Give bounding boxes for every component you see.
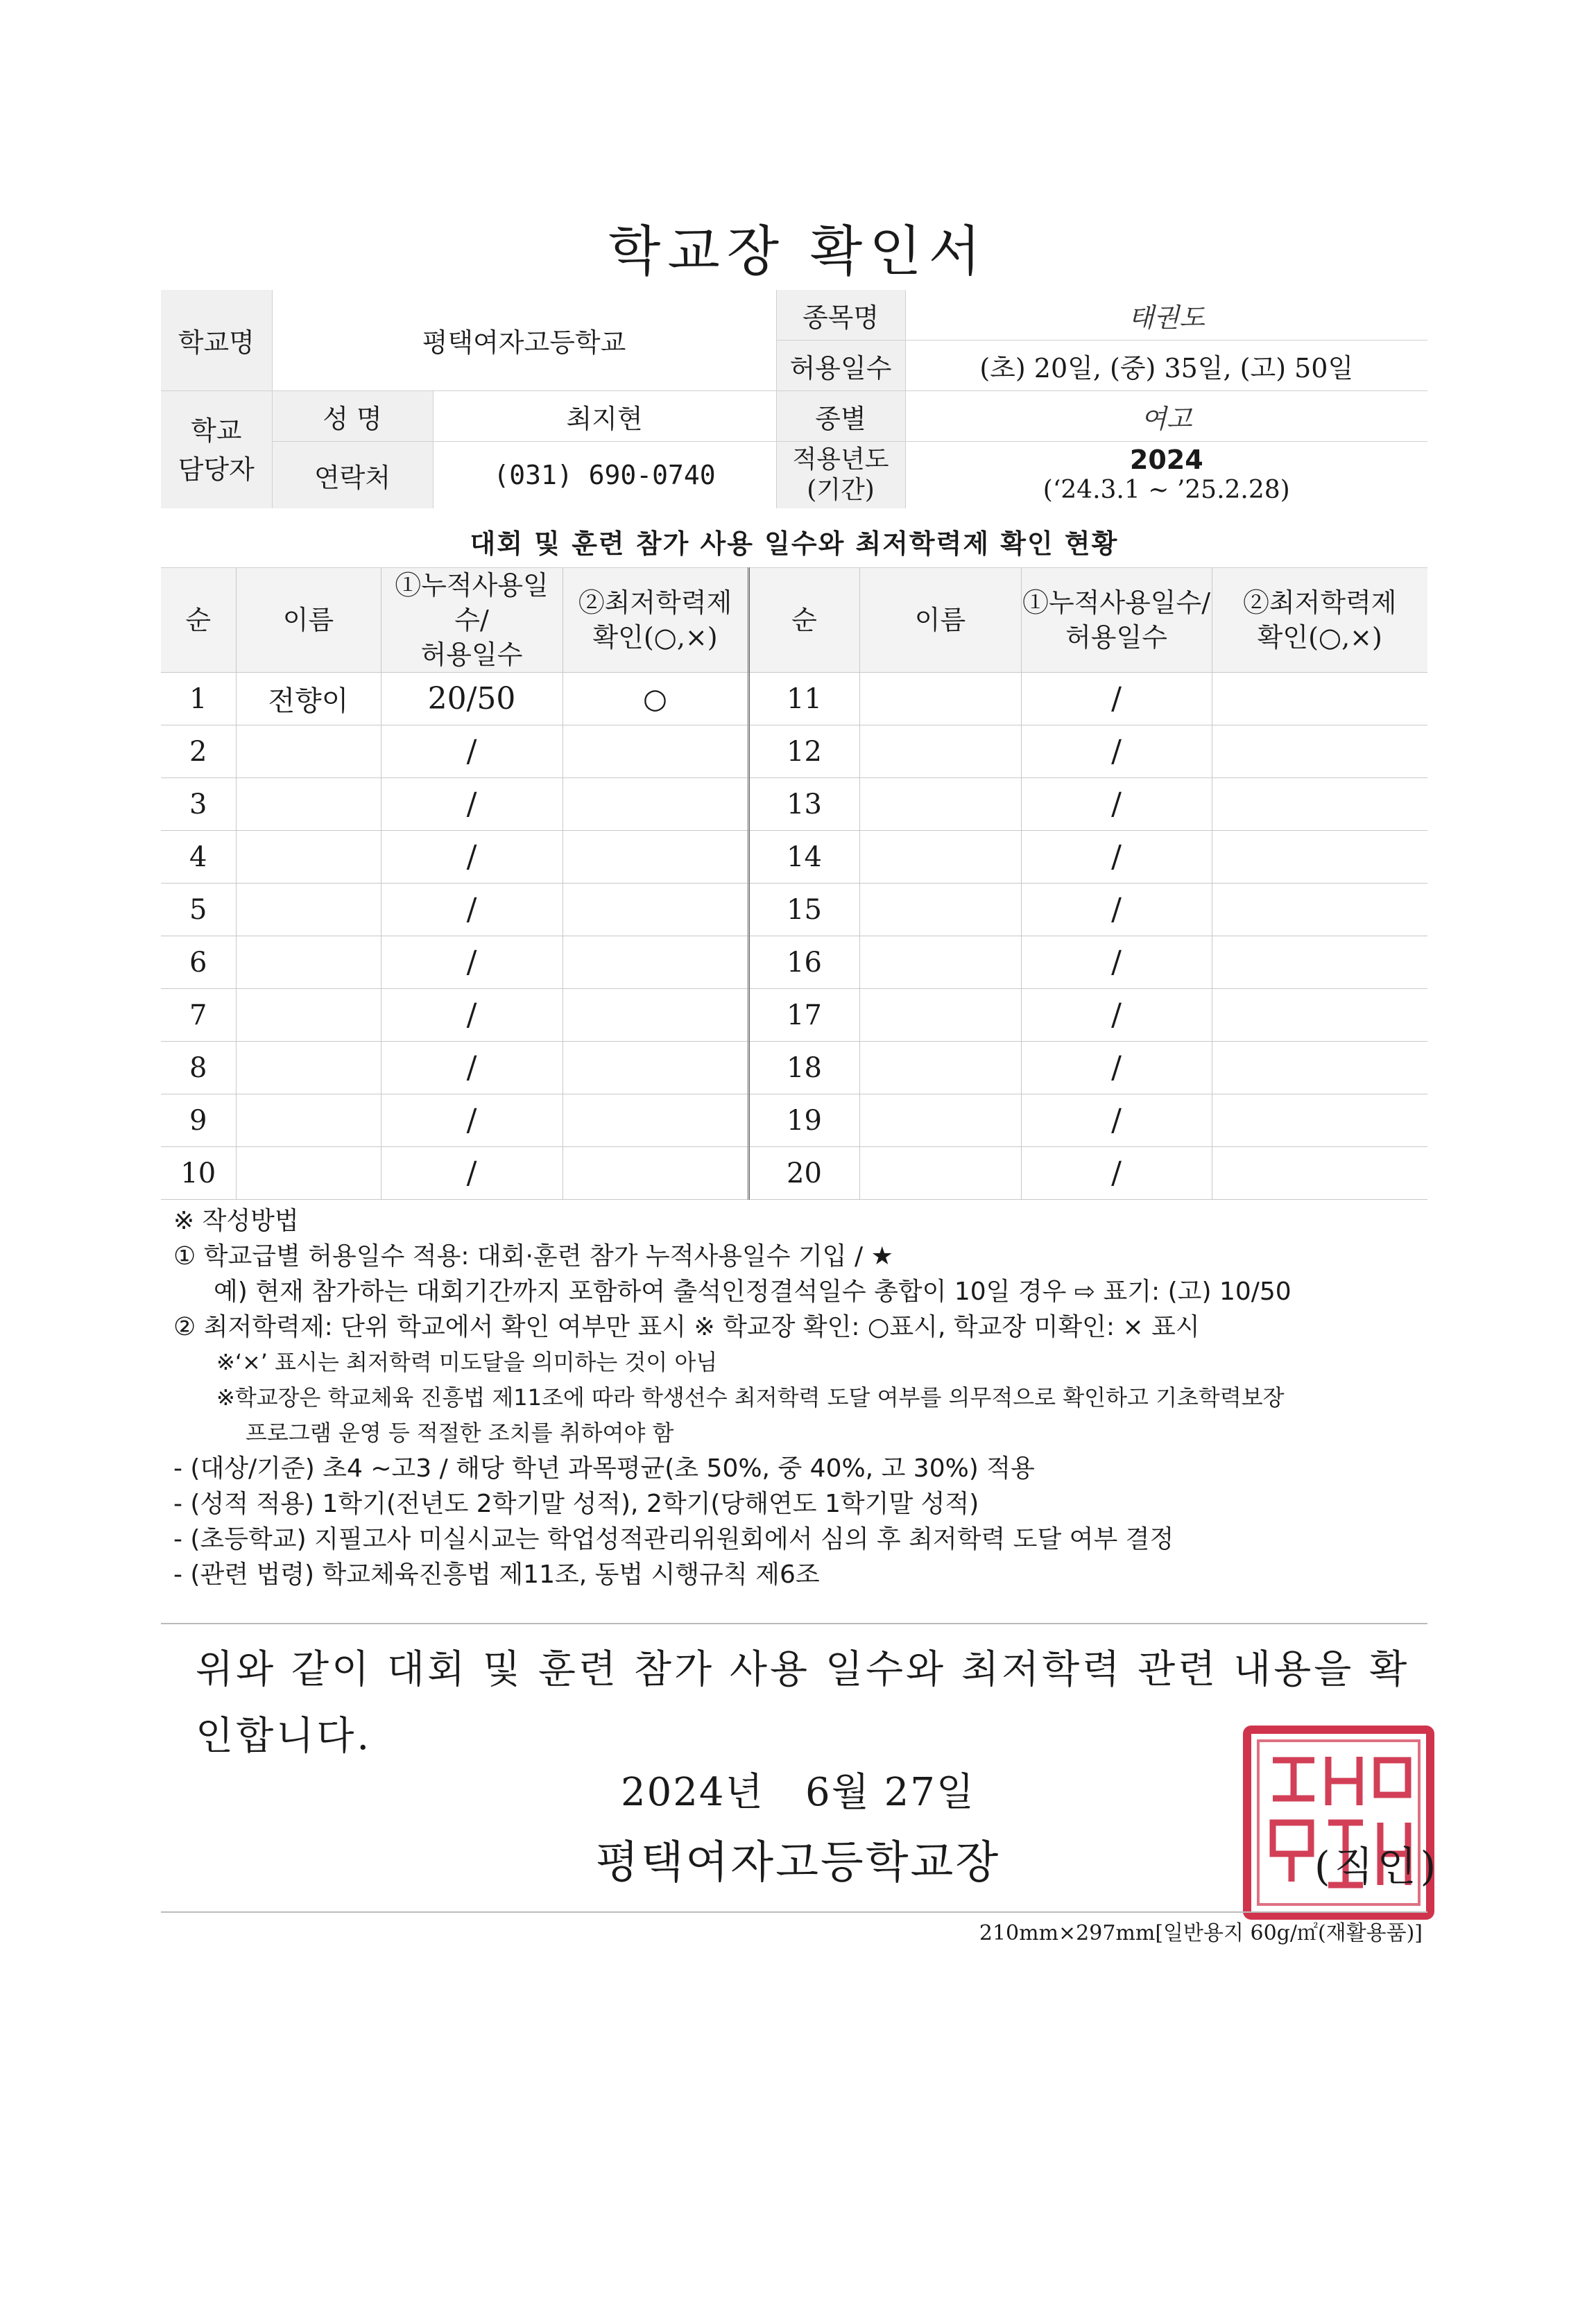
student-name: 전향이 <box>236 673 381 725</box>
academic-check: ○ <box>563 673 748 725</box>
academic-check <box>563 936 748 989</box>
header-academic: ②최저학력제 확인(○,×) <box>1212 568 1427 673</box>
note-item: 예) 현재 참가하는 대회기간까지 포함하여 출석인정결석일수 총합이 10일 경우 ⇨ 표기: (고) 10/50 <box>214 1277 1292 1306</box>
row-number: 10 <box>161 1147 236 1200</box>
student-name <box>859 725 1021 778</box>
table-row <box>161 725 1427 778</box>
student-name <box>859 673 1021 725</box>
header-no: 순 <box>748 568 859 673</box>
academic-check <box>563 1094 748 1147</box>
year-cell <box>905 442 1427 509</box>
used-days: / <box>1021 778 1212 831</box>
year-value: 2024 <box>1129 445 1203 475</box>
notes-heading: ※ 작성방법 <box>173 1207 299 1235</box>
note-item: ※‘×’ 표시는 최저학력 미도달을 의미하는 것이 아님 <box>216 1349 718 1375</box>
issue-date: 2024년 6월 27일 <box>621 1770 975 1815</box>
student-name <box>236 725 381 778</box>
divider <box>161 1623 1427 1624</box>
used-days: / <box>381 884 563 936</box>
row-number: 8 <box>161 1042 236 1094</box>
year-label: 적용년도 (기간) <box>776 442 905 509</box>
used-days: / <box>1021 1094 1212 1147</box>
academic-check <box>563 831 748 884</box>
student-name <box>859 936 1021 989</box>
header-no: 순 <box>161 568 236 673</box>
academic-check <box>1212 1042 1427 1094</box>
contact-label: 연락처 <box>272 442 433 509</box>
category-label: 종별 <box>776 391 905 442</box>
row-number: 9 <box>161 1094 236 1147</box>
row-number: 2 <box>161 725 236 778</box>
row-number: 13 <box>748 778 859 831</box>
used-days: / <box>381 1094 563 1147</box>
row-number: 3 <box>161 778 236 831</box>
student-name <box>236 989 381 1042</box>
used-days: / <box>381 936 563 989</box>
note-item: ② 최저학력제: 단위 학교에서 확인 여부만 표시 ※ 학교장 확인: ○표시, 학교장 미확인: × 표시 <box>173 1313 1200 1341</box>
row-number: 7 <box>161 989 236 1042</box>
row-number: 16 <box>748 936 859 989</box>
academic-check <box>563 1042 748 1094</box>
academic-check <box>1212 778 1427 831</box>
academic-check <box>1212 673 1427 725</box>
document-title: 학교장 확인서 <box>608 221 988 283</box>
staff-label: 학교 담당자 <box>161 391 272 509</box>
header-academic: ②최저학력제 확인(○,×) <box>563 568 748 673</box>
used-days: / <box>1021 673 1212 725</box>
row-number: 11 <box>748 673 859 725</box>
used-days: / <box>1021 989 1212 1042</box>
student-name <box>859 1094 1021 1147</box>
header-used-days: ①누적사용일수/ 허용일수 <box>1021 568 1212 673</box>
used-days: / <box>1021 884 1212 936</box>
contact-value: (031) 690-0740 <box>433 442 776 509</box>
note-item: ※학교장은 학교체육 진흥법 제11조에 따라 학생선수 최저학력 도달 여부를 의무적으로 확인하고 기초학력보장 <box>216 1384 1285 1411</box>
table-row <box>161 936 1427 989</box>
row-number: 20 <box>748 1147 859 1200</box>
academic-check <box>1212 725 1427 778</box>
used-days: / <box>381 989 563 1042</box>
student-name <box>236 884 381 936</box>
student-name <box>859 831 1021 884</box>
student-name <box>236 778 381 831</box>
row-number: 19 <box>748 1094 859 1147</box>
used-days: / <box>1021 936 1212 989</box>
table-row <box>161 1147 1427 1200</box>
table-row <box>161 673 1427 725</box>
category-value: 여고 <box>905 391 1427 442</box>
academic-check <box>1212 1147 1427 1200</box>
header-used-days: ①누적사용일수/ 허용일수 <box>381 568 563 673</box>
academic-check <box>1212 1094 1427 1147</box>
instructions <box>173 1203 1450 1592</box>
row-number: 6 <box>161 936 236 989</box>
row-number: 5 <box>161 884 236 936</box>
person-name-value: 최지현 <box>433 391 776 442</box>
table-row <box>161 884 1427 936</box>
student-name <box>236 1094 381 1147</box>
period-value: (‘24.3.1 ~ ’25.2.28) <box>1042 476 1290 504</box>
used-days: / <box>381 1042 563 1094</box>
table-row <box>161 989 1427 1042</box>
academic-check <box>1212 831 1427 884</box>
used-days: / <box>381 778 563 831</box>
paper-spec: 210mm×297mm[일반용지 60g/㎡(재활용품)] <box>979 1921 1423 1945</box>
used-days: / <box>1021 831 1212 884</box>
principal-name: 평택여자고등학교장 <box>595 1837 1001 1889</box>
sport-label: 종목명 <box>776 290 905 341</box>
note-item: - (초등학교) 지필고사 미실시교는 학업성적관리위원회에서 심의 후 최저학력 도달 여부 결정 <box>173 1525 1174 1554</box>
school-name-value: 평택여자고등학교 <box>272 290 776 391</box>
student-name <box>859 989 1021 1042</box>
participation-table <box>161 567 1427 1200</box>
student-name <box>859 1147 1021 1200</box>
note-item: - (성적 적용) 1학기(전년도 2학기말 성적), 2학기(당해연도 1학기말 성적) <box>173 1490 979 1518</box>
used-days: / <box>381 831 563 884</box>
student-name <box>236 1147 381 1200</box>
used-days: 20/50 <box>381 673 563 725</box>
sport-value: 태권도 <box>905 290 1427 341</box>
academic-check <box>1212 936 1427 989</box>
row-number: 1 <box>161 673 236 725</box>
academic-check <box>563 1147 748 1200</box>
table-row <box>161 831 1427 884</box>
used-days: / <box>381 1147 563 1200</box>
allowed-days-label: 허용일수 <box>776 341 905 391</box>
divider <box>161 1911 1427 1913</box>
student-name <box>859 778 1021 831</box>
student-name <box>859 1042 1021 1094</box>
seal-label: (직인) <box>1314 1843 1441 1890</box>
academic-check <box>563 884 748 936</box>
table-row <box>161 1094 1427 1147</box>
school-info-table <box>161 290 1427 508</box>
row-number: 4 <box>161 831 236 884</box>
allowed-days-value: (초) 20일, (중) 35일, (고) 50일 <box>905 341 1427 391</box>
used-days: / <box>1021 1147 1212 1200</box>
academic-check <box>563 778 748 831</box>
header-name: 이름 <box>236 568 381 673</box>
academic-check <box>1212 989 1427 1042</box>
academic-check <box>563 725 748 778</box>
person-name-label: 성 명 <box>272 391 433 442</box>
note-item: 프로그램 운영 등 적절한 조치를 취하여야 함 <box>246 1420 674 1446</box>
header-name: 이름 <box>859 568 1021 673</box>
table-row <box>161 1042 1427 1094</box>
academic-check <box>563 989 748 1042</box>
row-number: 12 <box>748 725 859 778</box>
row-number: 17 <box>748 989 859 1042</box>
note-item: ① 학교급별 허용일수 적용: 대회·훈련 참가 누적사용일수 기입 / ★ <box>173 1242 893 1271</box>
used-days: / <box>1021 1042 1212 1094</box>
student-name <box>236 831 381 884</box>
note-item: - (대상/기준) 초4 ~고3 / 해당 학년 과목평균(초 50%, 중 40%, 고 30%) 적용 <box>173 1454 1035 1483</box>
table-row <box>161 778 1427 831</box>
student-name <box>236 1042 381 1094</box>
section-title: 대회 및 훈련 참가 사용 일수와 최저학력제 확인 현황 <box>470 528 1119 559</box>
used-days: / <box>1021 725 1212 778</box>
academic-check <box>1212 884 1427 936</box>
used-days: / <box>381 725 563 778</box>
student-name <box>236 936 381 989</box>
confirm-statement: 위와 같이 대회 및 훈련 참가 사용 일수와 최저학력 관련 내용을 확인합니다. <box>196 1647 1410 1759</box>
note-item: - (관련 법령) 학교체육진흥법 제11조, 동법 시행규칙 제6조 <box>173 1560 820 1589</box>
student-name <box>859 884 1021 936</box>
official-seal-icon <box>1235 1719 1443 1927</box>
row-number: 18 <box>748 1042 859 1094</box>
school-name-label: 학교명 <box>161 290 272 391</box>
row-number: 14 <box>748 831 859 884</box>
row-number: 15 <box>748 884 859 936</box>
